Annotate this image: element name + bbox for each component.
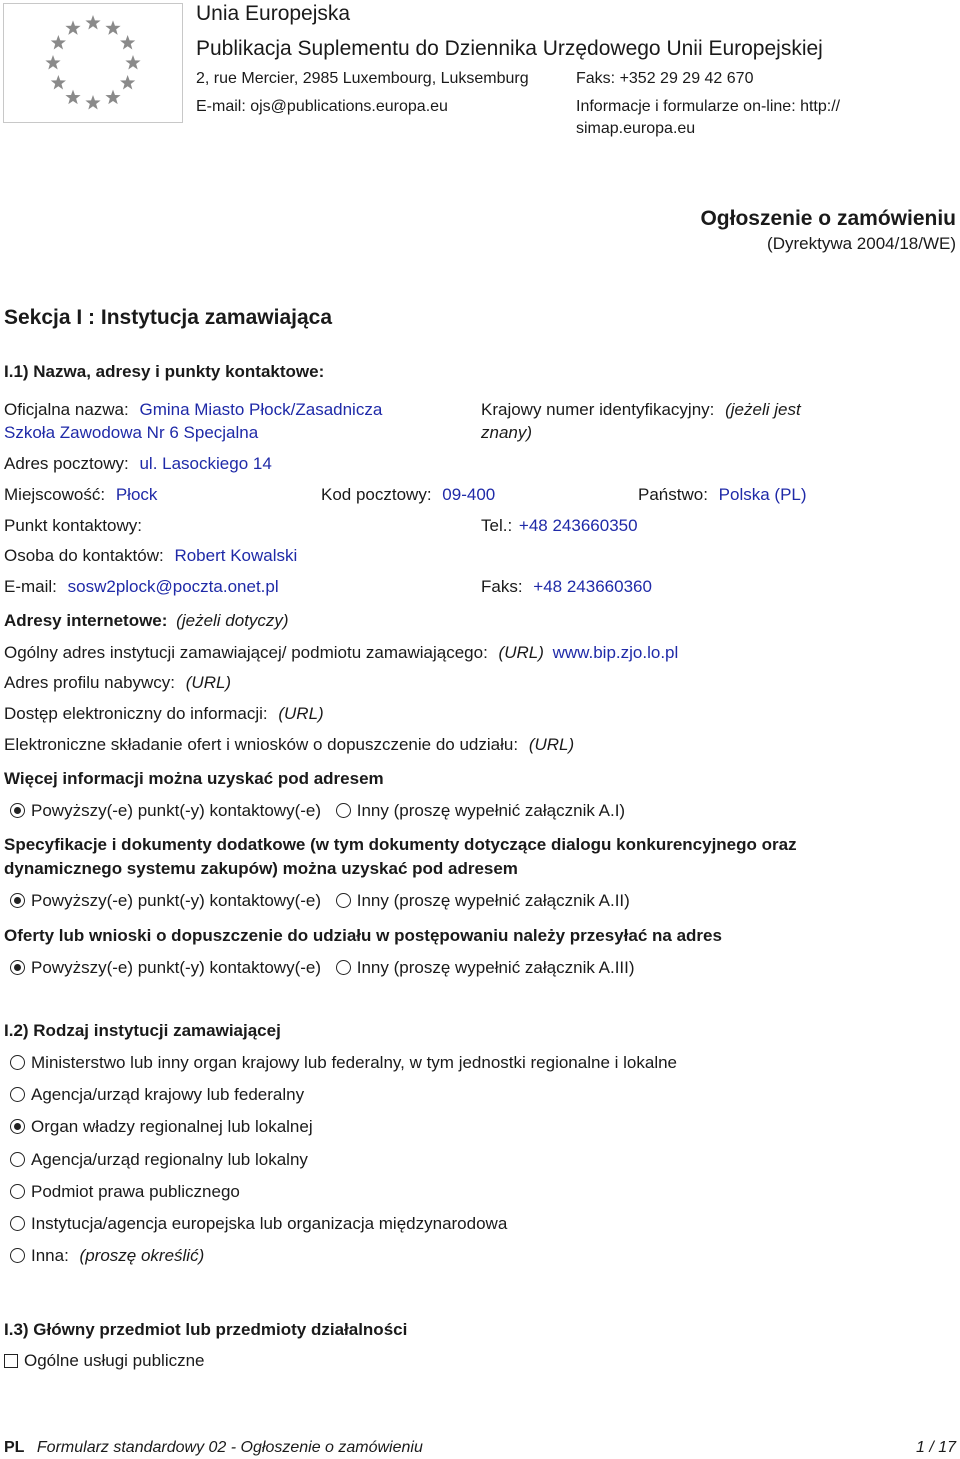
internet-row (4, 610, 289, 632)
buyer-profile-row (4, 672, 231, 694)
internet-label: Adresy internetowe: (4, 611, 168, 630)
buyer-profile-label: Adres profilu nabywcy: (4, 673, 176, 692)
i2-option-label: Inna: (31, 1246, 69, 1265)
more-info-radio-other[interactable] (336, 803, 351, 818)
star-icon (125, 55, 140, 69)
specs-radio-other[interactable] (336, 893, 351, 908)
i2-heading: I.2) Rodzaj instytucji zamawiającej (4, 1021, 281, 1040)
star-icon (85, 95, 100, 109)
internet-note: (jeżeli dotyczy) (176, 611, 289, 630)
country-value: Polska (PL) (718, 485, 807, 504)
i3-checkbox[interactable] (4, 1354, 18, 1368)
footer-lang: PL (4, 1439, 25, 1456)
i2-option-3 (10, 1149, 308, 1171)
postal-value: ul. Lasockiego 14 (139, 454, 272, 473)
i2-option-5 (10, 1213, 507, 1235)
more-info-heading: Więcej informacji można uzyskać pod adresem (4, 769, 384, 788)
national-id-note-2: znany) (481, 423, 533, 442)
header-info-line2: simap.europa.eu (576, 120, 696, 137)
header-publication: Publikacja Suplementu do Dziennika Urzędowego Unii Europejskiej (196, 37, 823, 60)
header-org: Unia Europejska (196, 2, 351, 25)
offers-radio-contact[interactable] (10, 960, 25, 975)
email-value: sosw2plock@poczta.onet.pl (67, 577, 279, 596)
general-address-label: Ogólny adres instytucji zamawiającej/ podmiotu zamawiającego: (4, 643, 488, 662)
eu-stars-icon (4, 4, 182, 122)
postcode-row (321, 484, 495, 506)
buyer-profile-url-tag: (URL) (185, 673, 232, 692)
header-info-line1: Informacje i formularze on-line: http:// (576, 98, 841, 115)
i2-option-1 (10, 1084, 304, 1106)
general-address-row (4, 642, 678, 664)
i2-option-label: Instytucja/agencja europejska lub organizacja międzynarodowa (31, 1214, 508, 1233)
more-info-opt2-label: Inny (proszę wypełnić załącznik A.I) (356, 801, 626, 820)
header-email: E-mail: ojs@publications.europa.eu (196, 98, 448, 115)
i2-radio-5[interactable] (10, 1216, 25, 1231)
i2-radio-0[interactable] (10, 1055, 25, 1070)
notice-directive: (Dyrektywa 2004/18/WE) (767, 234, 956, 253)
tel-label: Tel.: (481, 516, 513, 535)
contact-person-row (4, 545, 297, 567)
i3-option (4, 1350, 205, 1372)
i2-option-label: Podmiot prawa publicznego (31, 1182, 240, 1201)
i2-radio-4[interactable] (10, 1184, 25, 1199)
offers-radio-other[interactable] (336, 960, 351, 975)
postcode-label: Kod pocztowy: (321, 485, 432, 504)
i2-option-2 (10, 1116, 313, 1138)
national-id-label: Krajowy numer identyfikacyjny: (481, 400, 715, 419)
footer-left (4, 1438, 423, 1459)
star-icon (105, 20, 120, 34)
postal-label: Adres pocztowy: (4, 454, 129, 473)
national-id-row (481, 399, 801, 421)
offers-opt1-label: Powyższy(-e) punkt(-y) kontaktowy(-e) (31, 958, 322, 977)
star-icon (51, 75, 66, 89)
official-name-label: Oficjalna nazwa: (4, 400, 129, 419)
city-row (4, 484, 157, 506)
email-label: E-mail: (4, 577, 57, 596)
more-info-options (10, 800, 625, 822)
footer-form: Formularz standardowy 02 - Ogłoszenie o zamówieniu (36, 1439, 423, 1456)
star-icon (105, 90, 120, 104)
more-info-radio-contact[interactable] (10, 803, 25, 818)
contact-person-value: Robert Kowalski (174, 546, 298, 565)
i3-heading: I.3) Główny przedmiot lub przedmioty działalności (4, 1320, 408, 1339)
star-icon (120, 75, 135, 89)
i2-option-4 (10, 1181, 240, 1203)
official-name-value-2: Szkoła Zawodowa Nr 6 Specjalna (4, 423, 259, 442)
country-row (638, 484, 807, 506)
email-row (4, 576, 279, 598)
official-name-row (4, 399, 382, 421)
i2-radio-1[interactable] (10, 1087, 25, 1102)
specs-options (10, 890, 630, 912)
city-label: Miejscowość: (4, 485, 106, 504)
postcode-value: 09-400 (442, 485, 496, 504)
e-submission-url-tag: (URL) (528, 735, 575, 754)
i2-option-0 (10, 1052, 677, 1074)
i2-radio-6[interactable] (10, 1248, 25, 1263)
i2-radio-3[interactable] (10, 1152, 25, 1167)
specs-opt1-label: Powyższy(-e) punkt(-y) kontaktowy(-e) (31, 891, 322, 910)
city-value: Płock (115, 485, 158, 504)
i3-option-label: Ogólne usługi publiczne (24, 1351, 205, 1370)
footer-page: 1 / 17 (915, 1439, 956, 1456)
star-icon (65, 20, 80, 34)
e-access-url-tag: (URL) (278, 704, 324, 723)
offers-opt2-label: Inny (proszę wypełnić załącznik A.III) (356, 958, 635, 977)
postal-row (4, 453, 272, 475)
e-submission-row (4, 734, 574, 756)
header-address: 2, rue Mercier, 2985 Luxembourg, Luksemburg (196, 70, 529, 87)
star-icon (51, 35, 66, 49)
i2-option-label: Organ władzy regionalnej lub lokalnej (31, 1117, 313, 1136)
more-info-opt1-label: Powyższy(-e) punkt(-y) kontaktowy(-e) (31, 801, 322, 820)
tel-value: +48 243660350 (518, 516, 638, 535)
tel-row (481, 515, 638, 537)
specs-opt2-label: Inny (proszę wypełnić załącznik A.II) (356, 891, 630, 910)
fax-label: Faks: (481, 577, 523, 596)
eu-flag-logo (3, 3, 183, 123)
i2-option-label: Agencja/urząd krajowy lub federalny (31, 1085, 305, 1104)
e-access-label: Dostęp elektroniczny do informacji: (4, 704, 268, 723)
general-address-url-tag: (URL) (498, 643, 544, 662)
i1-heading: I.1) Nazwa, adresy i punkty kontaktowe: (4, 362, 325, 381)
star-icon (45, 55, 60, 69)
star-icon (85, 15, 100, 29)
star-icon (120, 35, 135, 49)
i2-radio-2[interactable] (10, 1119, 25, 1134)
e-submission-label: Elektroniczne składanie ofert i wniosków o dopuszczenie do udziału: (4, 735, 519, 754)
specs-heading-2: dynamicznego systemu zakupów) można uzyskać pod adresem (4, 859, 518, 878)
header-fax: Faks: +352 29 29 42 670 (576, 70, 754, 87)
i2-option-6 (10, 1245, 204, 1267)
notice-title: Ogłoszenie o zamówieniu (700, 207, 956, 230)
fax-value: +48 243660360 (533, 577, 652, 596)
country-label: Państwo: (638, 485, 708, 504)
star-icon (65, 90, 80, 104)
offers-heading: Oferty lub wnioski o dopuszczenie do udziału w postępowaniu należy przesyłać na adres (4, 926, 722, 945)
i2-option-label: Agencja/urząd regionalny lub lokalny (31, 1150, 308, 1169)
official-name-value-1: Gmina Miasto Płock/Zasadnicza (139, 400, 383, 419)
specs-heading-1: Specyfikacje i dokumenty dodatkowe (w tym dokumenty dotyczące dialogu konkurencyjnego oraz (4, 835, 797, 854)
fax-row (481, 576, 652, 598)
offers-options (10, 957, 635, 979)
section-heading: Sekcja I : Instytucja zamawiająca (4, 306, 333, 329)
contact-point-label: Punkt kontaktowy: (4, 516, 142, 535)
specs-radio-contact[interactable] (10, 893, 25, 908)
i2-other-note: (proszę określić) (79, 1246, 205, 1265)
general-address-link[interactable]: www.bip.zjo.lo.pl (552, 643, 679, 662)
national-id-note-1: (jeżeli jest (725, 400, 801, 419)
e-access-row (4, 703, 324, 725)
contact-person-label: Osoba do kontaktów: (4, 546, 164, 565)
i2-option-label: Ministerstwo lub inny organ krajowy lub federalny, w tym jednostki regionalne i lokalne (31, 1053, 677, 1072)
